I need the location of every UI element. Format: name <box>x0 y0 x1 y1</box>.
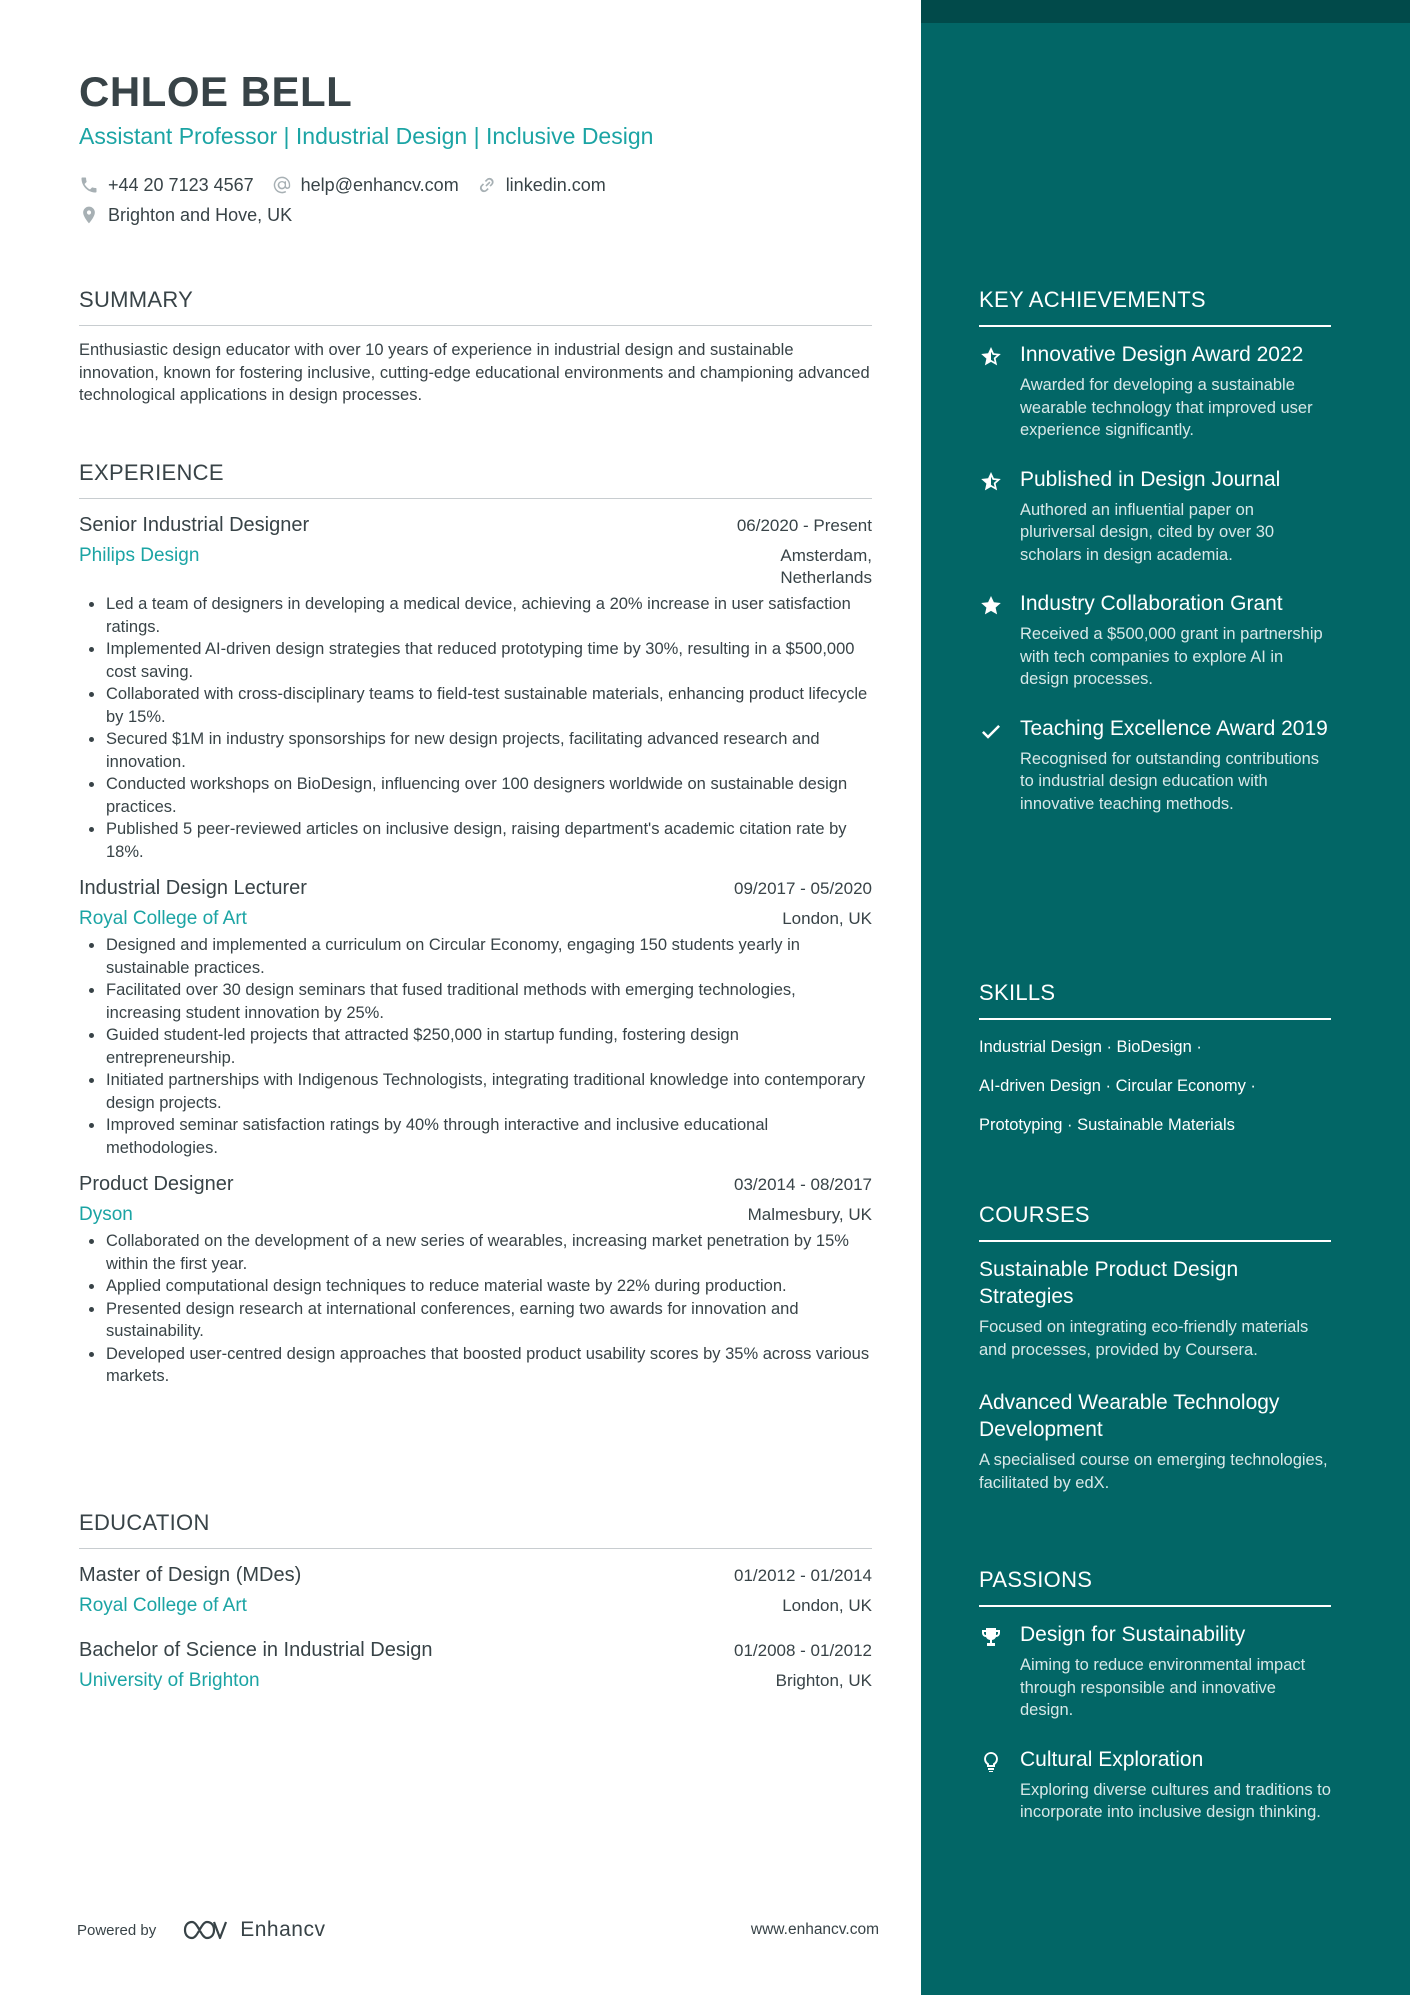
bullet-item: Conducted workshops on BioDesign, influencing over 100 designers worldwide on sustainable design practices. <box>79 773 872 818</box>
star-icon <box>979 594 1003 618</box>
passion-title: Design for Sustainability <box>1020 1623 1246 1646</box>
job-role: Industrial Design Lecturer <box>79 877 307 899</box>
degree: Bachelor of Science in Industrial Design <box>79 1639 433 1661</box>
at-icon <box>272 175 292 195</box>
skills-section <box>979 980 1331 1145</box>
summary-section <box>79 287 872 407</box>
footer <box>77 1915 879 1945</box>
school: Royal College of Art <box>79 1595 247 1616</box>
experience-section <box>79 460 872 1388</box>
achievement-desc: Awarded for developing a sustainable wearable technology that improved user experience significantly. <box>1020 376 1313 439</box>
achievement-title: Published in Design Journal <box>1020 467 1281 491</box>
skills-line: Industrial Design · BioDesign · <box>979 1038 1202 1056</box>
skills-line: AI-driven Design · Circular Economy · <box>979 1077 1256 1095</box>
achievement-item <box>979 341 1331 442</box>
job-location-line: Netherlands <box>780 568 872 587</box>
brand-logo[interactable] <box>182 1918 325 1942</box>
achievements-section <box>979 287 1331 815</box>
passion-desc: Aiming to reduce environmental impact through responsible and innovative design. <box>1020 1656 1306 1719</box>
powered-by <box>77 1918 325 1942</box>
bullet-item: Guided student-led projects that attracted $250,000 in startup funding, fostering design entrepreneurship. <box>79 1024 872 1069</box>
achievements-title: KEY ACHIEVEMENTS <box>979 287 1331 327</box>
achievement-item <box>979 466 1331 567</box>
lightbulb-icon <box>979 1750 1003 1774</box>
course-desc: Focused on integrating eco-friendly materials and processes, provided by Coursera. <box>979 1318 1309 1359</box>
course-item <box>979 1389 1331 1494</box>
passion-item <box>979 1746 1331 1824</box>
degree: Master of Design (MDes) <box>79 1564 302 1586</box>
enhancv-logo-icon <box>182 1918 228 1942</box>
achievement-desc: Received a $500,000 grant in partnership with tech companies to explore AI in design processes. <box>1020 625 1323 688</box>
bullet-item: Collaborated on the development of a new series of wearables, increasing market penetration by 15% within the first year. <box>79 1230 872 1275</box>
bullet-item: Designed and implemented a curriculum on Circular Economy, engaging 150 students yearly in sustainable practices. <box>79 934 872 979</box>
location-text: Brighton and Hove, UK <box>108 204 293 225</box>
passion-item <box>979 1621 1331 1722</box>
job-bullets <box>79 1230 872 1388</box>
achievement-desc: Authored an influential paper on pluriversal design, cited by over 30 scholars in design academia. <box>1020 500 1275 564</box>
education-entry <box>79 1639 872 1692</box>
bullet-item: Presented design research at international conferences, earning two awards for innovation and sustainability. <box>79 1298 872 1343</box>
school: University of Brighton <box>79 1670 260 1691</box>
headline: Assistant Professor | Industrial Design | Inclusive Design <box>79 123 654 149</box>
education-entry <box>79 1564 872 1617</box>
course-title: Advanced Wearable Technology Development <box>979 1391 1280 1441</box>
check-icon <box>979 719 1003 743</box>
education-dates: 01/2012 - 01/2014 <box>733 1566 872 1585</box>
experience-title: EXPERIENCE <box>79 460 872 499</box>
skills-line: Prototyping · Sustainable Materials <box>979 1116 1235 1134</box>
bullet-item: Developed user-centred design approaches that boosted product usability scores by 35% across various markets. <box>79 1343 872 1388</box>
job-location: Malmesbury, UK <box>747 1205 872 1224</box>
job-company: Philips Design <box>79 545 200 566</box>
bullet-item: Published 5 peer-reviewed articles on inclusive design, raising department's academic citation rate by 18%. <box>79 818 872 863</box>
achievement-title: Innovative Design Award 2022 <box>1020 343 1304 366</box>
bullet-item: Applied computational design techniques to reduce material waste by 22% during production. <box>79 1275 872 1298</box>
job-dates: 09/2017 - 05/2020 <box>733 879 872 898</box>
achievement-desc: Recognised for outstanding contributions to industrial design education with innovative teaching methods. <box>1020 749 1320 813</box>
contact-info <box>79 170 879 230</box>
passions-title: PASSIONS <box>979 1567 1331 1607</box>
courses-title: COURSES <box>979 1202 1331 1242</box>
email-address: help@enhancv.com <box>300 174 459 195</box>
passions-section <box>979 1567 1331 1824</box>
course-desc: A specialised course on emerging technologies, facilitated by edX. <box>979 1451 1328 1492</box>
course-title: Sustainable Product Design Strategies <box>979 1258 1239 1308</box>
trophy-icon <box>979 1625 1003 1649</box>
star-half-icon <box>979 470 1003 494</box>
job-company: Dyson <box>79 1204 133 1225</box>
job-bullets <box>79 593 872 863</box>
experience-entry <box>79 877 872 1159</box>
job-bullets <box>79 934 872 1159</box>
job-location <box>780 545 872 589</box>
achievement-title: Teaching Excellence Award 2019 <box>1020 716 1328 740</box>
link-icon <box>477 175 497 195</box>
job-company: Royal College of Art <box>79 908 247 929</box>
skills-list <box>979 1028 1331 1145</box>
location-pin-icon <box>79 205 99 225</box>
brand-name: Enhancv <box>240 1918 326 1941</box>
phone-number: +44 20 7123 4567 <box>108 174 254 195</box>
summary-title: SUMMARY <box>79 287 872 326</box>
bullet-item: Facilitated over 30 design seminars that fused traditional methods with emerging technologies, increasing student innovation by 25%. <box>79 979 872 1024</box>
education-title: EDUCATION <box>79 1510 872 1549</box>
bullet-item: Implemented AI-driven design strategies that reduced prototyping time by 30%, resulting in a $500,000 cost saving. <box>79 638 872 683</box>
bullet-item: Improved seminar satisfaction ratings by 40% through interactive and inclusive educational methodologies. <box>79 1114 872 1159</box>
education-location: London, UK <box>782 1596 872 1615</box>
email-contact[interactable] <box>272 175 459 196</box>
courses-section <box>979 1202 1331 1494</box>
bullet-item: Led a team of designers in developing a medical device, achieving a 20% increase in user satisfaction ratings. <box>79 593 872 638</box>
linkedin-url: linkedin.com <box>505 174 606 195</box>
sidebar-top-bar <box>921 0 1410 23</box>
phone-contact[interactable] <box>79 175 254 196</box>
candidate-name: CHLOE BELL <box>79 68 353 115</box>
summary-text: Enthusiastic design educator with over 10 years of experience in industrial design and sustainable innovation, known for fostering inclusive, cutting-edge educational environments and championing advanced technological applications in design processes. <box>79 341 870 404</box>
education-section <box>79 1510 872 1692</box>
job-role: Senior Industrial Designer <box>79 514 310 536</box>
location-contact <box>79 205 292 226</box>
sidebar <box>921 0 1410 1995</box>
website-link[interactable]: www.enhancv.com <box>750 1921 879 1938</box>
education-location: Brighton, UK <box>775 1671 872 1690</box>
phone-icon <box>79 175 99 195</box>
job-location: London, UK <box>782 909 872 928</box>
experience-entry <box>79 514 872 863</box>
passion-title: Cultural Exploration <box>1020 1747 1204 1771</box>
job-location-line: Amsterdam, <box>780 546 872 565</box>
linkedin-contact[interactable] <box>477 175 606 196</box>
job-dates: 03/2014 - 08/2017 <box>733 1175 872 1194</box>
experience-entry <box>79 1173 872 1388</box>
education-dates: 01/2008 - 01/2012 <box>733 1641 872 1660</box>
achievement-title: Industry Collaboration Grant <box>1020 592 1283 615</box>
achievement-item <box>979 590 1331 691</box>
course-item <box>979 1256 1331 1361</box>
bullet-item: Initiated partnerships with Indigenous Technologists, integrating traditional knowledge into contemporary design projects. <box>79 1069 872 1114</box>
star-half-icon <box>979 345 1003 369</box>
powered-by-label: Powered by <box>77 1921 157 1939</box>
bullet-item: Secured $1M in industry sponsorships for new design projects, facilitating advanced research and innovation. <box>79 728 872 773</box>
bullet-item: Collaborated with cross-disciplinary teams to field-test sustainable materials, enhancing product lifecycle by 15%. <box>79 683 872 728</box>
job-role: Product Designer <box>79 1173 234 1195</box>
passion-desc: Exploring diverse cultures and traditions to incorporate into inclusive design thinking. <box>1020 1780 1331 1821</box>
job-dates: 06/2020 - Present <box>736 516 872 535</box>
achievement-item <box>979 715 1331 816</box>
skills-title: SKILLS <box>979 980 1331 1020</box>
